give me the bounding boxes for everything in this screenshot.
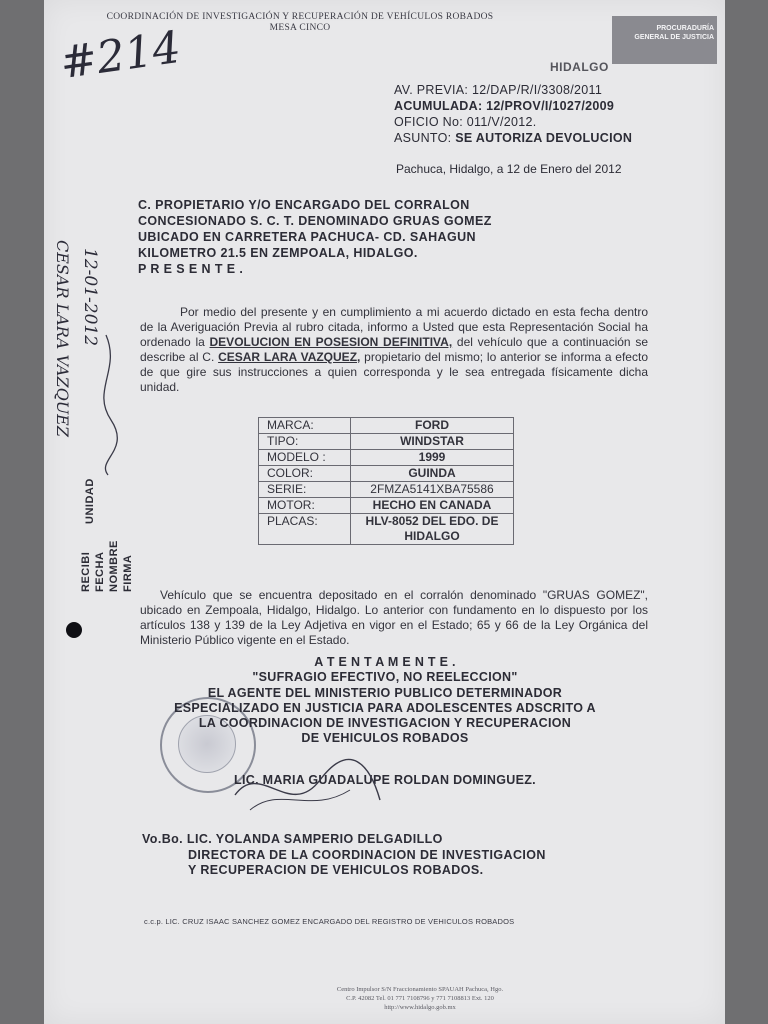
addressee-line-5: P R E S E N T E . — [138, 262, 244, 276]
vehicle-label: COLOR: — [259, 466, 351, 482]
vehicle-value: GUINDA — [351, 466, 514, 482]
header-line-2: MESA CINCO — [269, 23, 331, 33]
signer-name: LIC. MARIA GUADALUPE ROLDAN DOMINGUEZ. — [234, 773, 536, 787]
date-line: Pachuca, Hidalgo, a 12 de Enero del 2012 — [396, 162, 622, 176]
asunto-value: SE AUTORIZA DEVOLUCION — [455, 131, 633, 145]
vehicle-value: FORD — [351, 418, 514, 434]
body1-emphasis-1: DEVOLUCION EN POSESION DEFINITIVA, — [209, 335, 453, 349]
logo-state: HIDALGO — [550, 60, 609, 74]
addressee-line-4: KILOMETRO 21.5 EN ZEMPOALA, HIDALGO. — [138, 246, 418, 260]
side-firma: FIRMA — [122, 554, 134, 592]
logo-line-2: GENERAL DE JUSTICIA — [634, 34, 714, 41]
side-recibi: RECIBI — [80, 551, 92, 592]
table-row — [259, 418, 514, 434]
punch-hole — [66, 622, 82, 638]
handwritten-number: #214 — [57, 21, 184, 90]
closing-title-1: EL AGENTE DEL MINISTERIO PUBLICO DETERMINADOR — [207, 686, 563, 700]
logo-line-1: PROCURADURÍA — [656, 25, 714, 32]
ref-asunto — [394, 131, 632, 145]
vehicle-table — [258, 417, 514, 545]
ref-acumulada: ACUMULADA: 12/PROV/I/1027/2009 — [394, 99, 615, 113]
handwritten-date: 12-01-2012 — [80, 248, 100, 347]
vehicle-value: HLV-8052 DEL EDO. DE HIDALGO — [351, 514, 514, 545]
vehicle-label: MARCA: — [259, 418, 351, 434]
ref-oficio: OFICIO No: 011/V/2012. — [394, 115, 537, 129]
body-paragraph-1 — [140, 305, 648, 395]
addressee-line-3: UBICADO EN CARRETERA PACHUCA- CD. SAHAGUN — [138, 230, 476, 244]
vehicle-label: SERIE: — [259, 482, 351, 498]
signature-scribble — [230, 755, 390, 825]
header-line-1: COORDINACIÓN DE INVESTIGACIÓN Y RECUPERACIÓN DE VEHÍCULOS ROBADOS — [106, 12, 494, 22]
vobo-line-1: Vo.Bo. LIC. YOLANDA SAMPERIO DELGADILLO — [142, 832, 443, 846]
cc-line: c.c.p. LIC. CRUZ ISAAC SANCHEZ GOMEZ ENCARGADO DEL REGISTRO DE VEHICULOS ROBADOS — [144, 917, 515, 926]
closing-title-3: LA COORDINACION DE INVESTIGACION Y RECUPERACION — [198, 716, 572, 730]
vobo-line-2: DIRECTORA DE LA COORDINACION DE INVESTIGACION — [188, 848, 546, 862]
vehicle-label: TIPO: — [259, 434, 351, 450]
body-paragraph-2: Vehículo que se encuentra depositado en el corralón denominado "GRUAS GOMEZ", ubicado en Zempoala, Hidalgo, Hidalgo. Lo anterior con fundamento en lo dispuesto por los artículos 138 y 139 de la Ley Adjetiva en vigor en el Estado; 65 y 66 de la Ley Orgánica del Ministerio Público vigente en el Estado. — [140, 588, 648, 647]
footer-line-3: http://www.hidalgo.gob.mx — [384, 1004, 456, 1011]
closing-motto: "SUFRAGIO EFECTIVO, NO REELECCION" — [252, 670, 518, 684]
vehicle-value: 2FMZA5141XBA75586 — [351, 482, 514, 498]
ref-av-previa: AV. PREVIA: 12/DAP/R/I/3308/2011 — [394, 83, 603, 97]
vehicle-value: 1999 — [351, 450, 514, 466]
side-signature-scribble — [86, 330, 126, 480]
vehicle-value: WINDSTAR — [351, 434, 514, 450]
body1-part-1: Por medio del presente y en cumplimiento a mi acuerdo dictado en esta fecha dentro de la Averiguación Previa al rubro citada, informo a Usted que esta Representación Social ha ordenado la — [140, 305, 648, 349]
asunto-label: ASUNTO: — [394, 131, 452, 145]
handwritten-name: CESAR LARA VAZQUEZ — [53, 240, 72, 437]
table-row — [259, 450, 514, 466]
vehicle-value: HECHO EN CANADA — [351, 498, 514, 514]
closing-title-4: DE VEHICULOS ROBADOS — [301, 731, 469, 745]
addressee-line-1: C. PROPIETARIO Y/O ENCARGADO DEL CORRALON — [138, 198, 470, 212]
footer-line-1: Centro Impulsor S/N Fraccionamiento SPAUAH Pachuca, Hgo. — [336, 986, 504, 993]
table-row — [259, 434, 514, 450]
vehicle-label: MODELO : — [259, 450, 351, 466]
body1-emphasis-2: CESAR LARA VAZQUEZ, — [218, 350, 361, 364]
closing-atentamente: A T E N T A M E N T E . — [314, 655, 456, 669]
table-row — [259, 514, 514, 545]
addressee-line-2: CONCESIONADO S. C. T. DENOMINADO GRUAS GOMEZ — [138, 214, 492, 228]
vehicle-label: MOTOR: — [259, 498, 351, 514]
logo-text — [616, 24, 714, 42]
footer-line-2: C.P. 42082 Tel. 01 771 7108796 y 771 7108813 Ext. 120 — [346, 995, 494, 1002]
body1-part-3: propietario del mismo; lo anterior se informa a efecto de que gire sus instrucciones a quien corresponda y le sea entregada físicamente dicha unidad. — [140, 350, 648, 394]
table-row — [259, 498, 514, 514]
side-nombre: NOMBRE — [108, 540, 120, 592]
table-row — [259, 482, 514, 498]
closing-title-2: ESPECIALIZADO EN JUSTICIA PARA ADOLESCENTES ADSCRITO A — [174, 701, 596, 715]
vobo-line-3: Y RECUPERACION DE VEHICULOS ROBADOS. — [188, 863, 484, 877]
body1-part-2: del vehículo que a continuación se describe al C. — [140, 335, 648, 364]
side-unidad: UNIDAD — [84, 478, 96, 524]
vehicle-label: PLACAS: — [259, 514, 351, 545]
side-fecha: FECHA — [94, 551, 106, 592]
table-row — [259, 466, 514, 482]
